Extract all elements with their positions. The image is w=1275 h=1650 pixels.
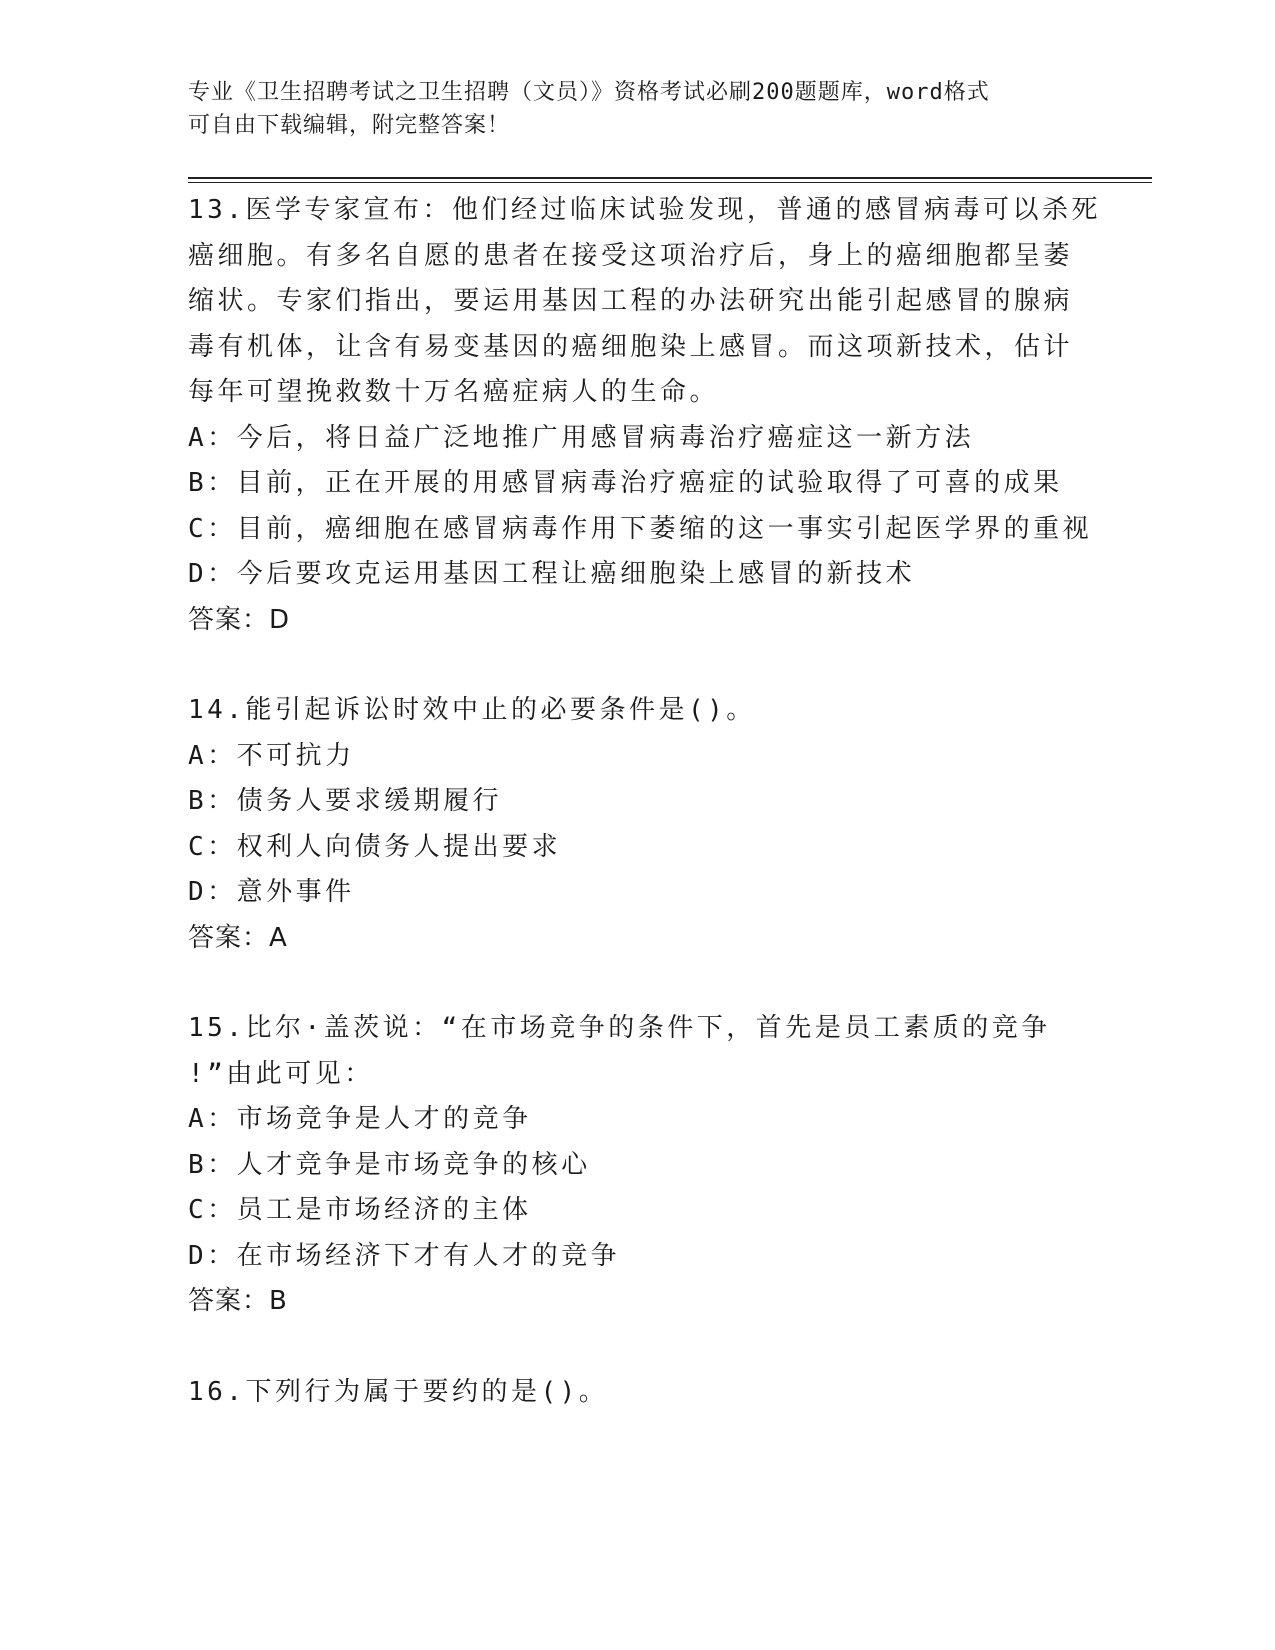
header-line-1: 专业《卫生招聘考试之卫生招聘（文员）》资格考试必刷200题题库，word格式 [188, 80, 990, 105]
question-text-line: 缩状。专家们指出，要运用基因工程的办法研究出能引起感冒的腺病 [188, 286, 1074, 316]
question-text-line: 16.下列行为属于要约的是()。 [188, 1376, 609, 1407]
option-d: D：在市场经济下才有人才的竞争 [188, 1240, 621, 1271]
option-c: C：员工是市场经济的主体 [188, 1195, 532, 1225]
option-a: A：市场竞争是人才的竞争 [188, 1104, 532, 1134]
question-16 [188, 1370, 1088, 1416]
question-text-line: 13.医学专家宣布：他们经过临床试验发现，普通的感冒病毒可以杀死 [188, 195, 1101, 225]
question-15 [188, 1006, 1088, 1325]
question-text-line: 14.能引起诉讼时效中止的必要条件是()。 [188, 695, 756, 725]
option-b: B：债务人要求缓期履行 [188, 786, 503, 816]
question-list [188, 188, 1101, 1460]
question-text-line: 每年可望挽救数十万名癌症病人的生命。 [188, 377, 720, 407]
question-13 [188, 188, 1101, 643]
page-header [188, 76, 1088, 142]
header-line-2: 可自由下载编辑，附完整答案！ [188, 113, 511, 138]
option-d: D：意外事件 [188, 877, 355, 907]
answer-line: 答案：B [188, 1286, 288, 1316]
option-d: D：今后要攻克运用基因工程让癌细胞染上感冒的新技术 [188, 559, 916, 589]
option-a: A：不可抗力 [188, 740, 355, 771]
option-b: B：人才竞争是市场竞争的核心 [188, 1149, 591, 1180]
answer-line: 答案：D [188, 604, 291, 635]
option-c: C：权利人向债务人提出要求 [188, 831, 562, 862]
question-text-line: 15.比尔·盖茨说：“在市场竞争的条件下，首先是员工素质的竞争 [188, 1013, 1051, 1043]
question-text-line: 癌细胞。有多名自愿的患者在接受这项治疗后，身上的癌细胞都呈萎 [188, 240, 1074, 271]
answer-line: 答案：A [188, 922, 288, 953]
option-a: A：今后，将日益广泛地推广用感冒病毒治疗癌症这一新方法 [188, 422, 975, 453]
header-divider-thick [188, 177, 1152, 179]
question-text-line: 毒有机体，让含有易变基因的癌细胞染上感冒。而这项新技术，估计 [188, 331, 1074, 362]
question-text-line: !”由此可见： [188, 1058, 374, 1089]
option-c: C：目前，癌细胞在感冒病毒作用下萎缩的这一事实引起医学界的重视 [188, 513, 1093, 544]
header-divider-thin [188, 182, 1152, 183]
question-14 [188, 688, 1088, 961]
option-b: B：目前，正在开展的用感冒病毒治疗癌症的试验取得了可喜的成果 [188, 468, 1063, 498]
